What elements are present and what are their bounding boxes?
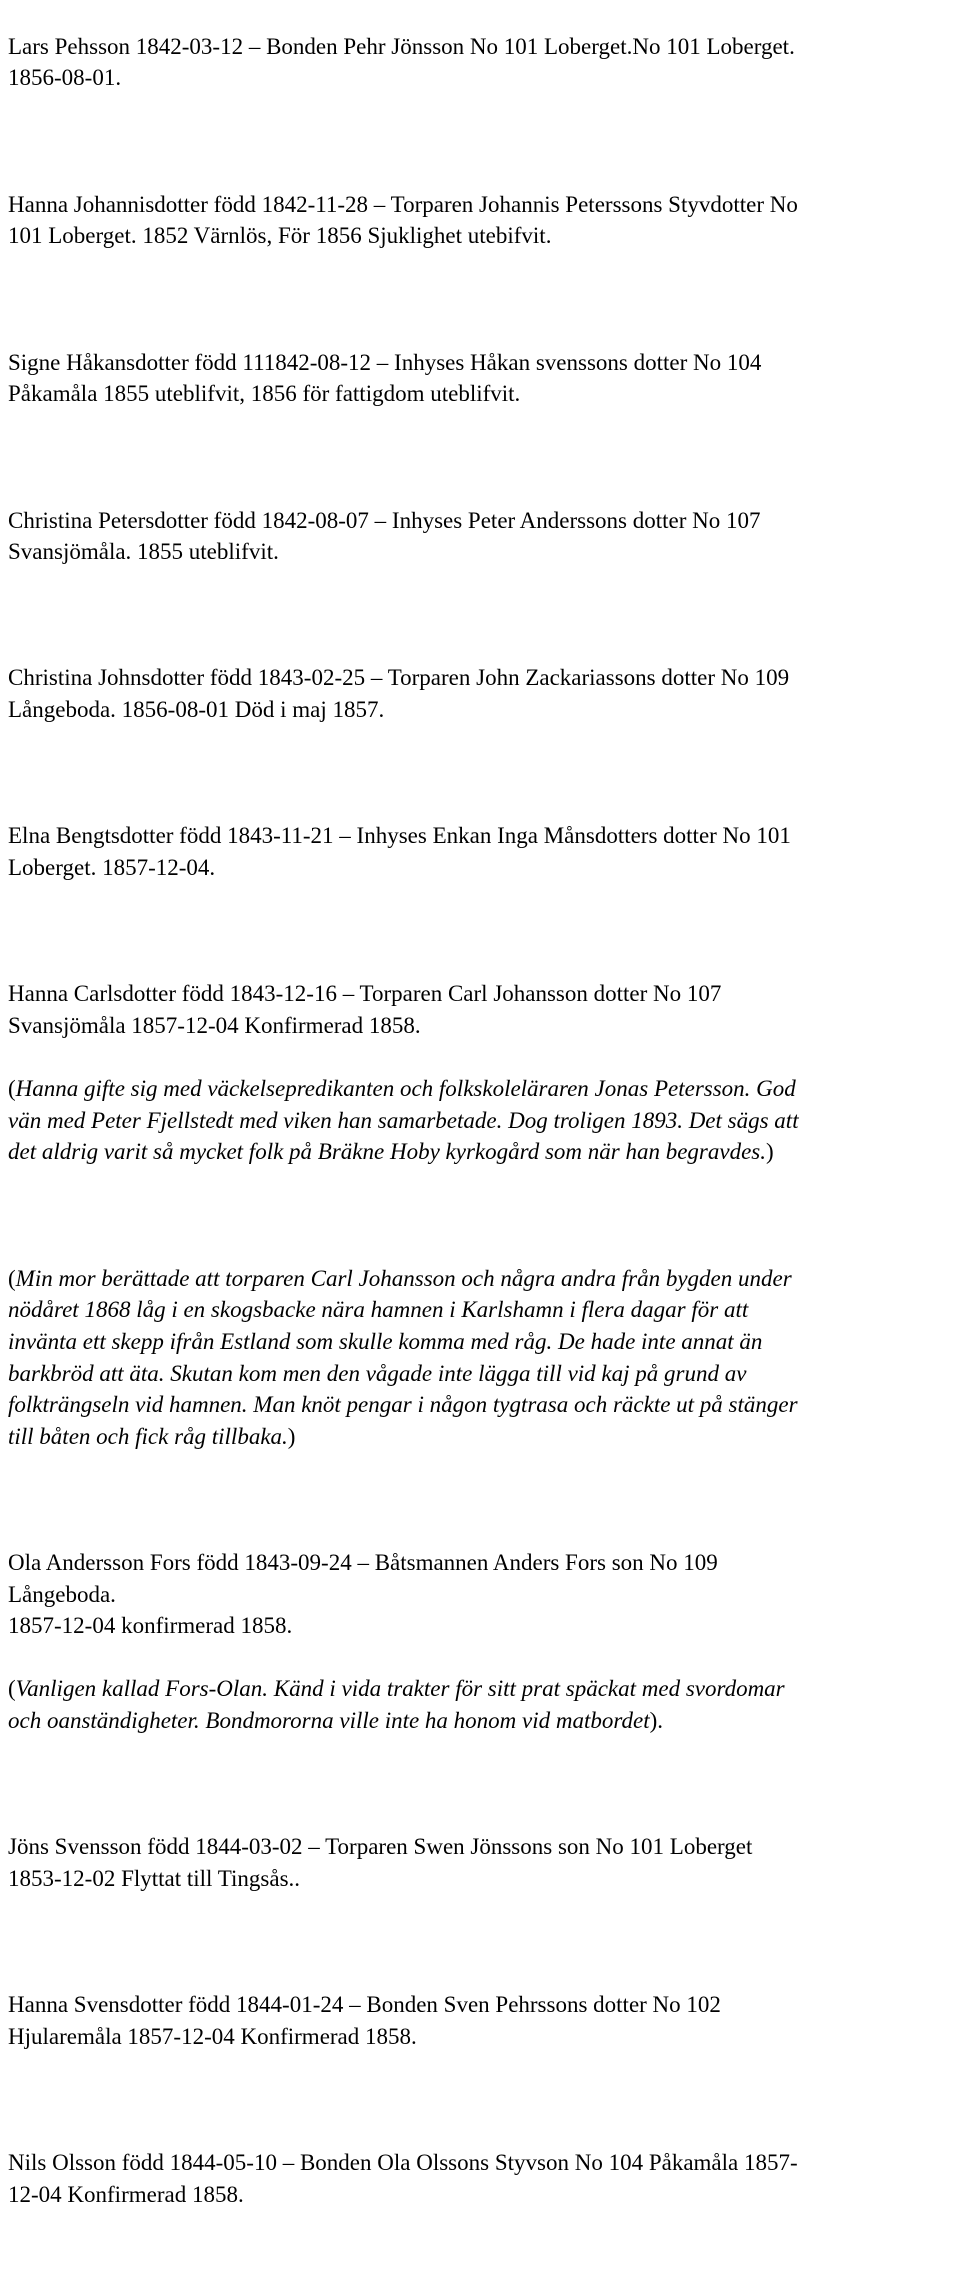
entry-text: Signe Håkansdotter född 111842-08-12 – Inhyses Håkan svenssons dotter No 104 Påkamåla 1855 uteblifvit, 1856 för fattigdom uteblifvit. [8,349,762,407]
entry-text: Ola Andersson Fors född 1843-09-24 – Båtsmannen Anders Fors son No 109 Långeboda. 1857-12-04 konfirmerad 1858. [8,1550,718,1639]
document-page [8,0,958,2274]
entry-text: Jöns Svensson född 1844-03-02 – Torparen Swen Jönssons son No 101 Loberget 1853-12-02 Flyttat till Tingsås.. [8,1834,753,1892]
entry-christina-petersdotter [8,473,958,599]
note-close-paren: ) [766,1139,774,1165]
entry-nils-olsson [8,2116,958,2242]
entry-text: Christina Johnsdotter född 1843-02-25 – Torparen John Zackariassons dotter No 109 Långeboda. 1856-08-01 Död i maj 1857. [8,665,790,723]
note-open-paren: ( [8,1265,16,1291]
entry-text: Hanna Svensdotter född 1844-01-24 – Bonden Sven Pehrssons dotter No 102 Hjularemåla 1857-12-04 Konfirmerad 1858. [8,1992,721,2049]
note-open-paren: ( [8,1676,16,1702]
note-close-paren: ). [649,1708,664,1734]
entry-text: Lars Pehsson 1842-03-12 – Bonden Pehr Jönsson No 101 Loberget.No 101 Loberget. 1856-08-01. [8,33,795,91]
note-text: Hanna gifte sig med väckelsepredikanten och folkskoleläraren Jonas Petersson. God vän med Peter Fjellstedt med viken han samarbetade. Dog troligen 1893. Det sägs att det aldrig varit så mycket folk på Bräkne Hoby kyrkogård som när han begravdes. [8,1076,799,1165]
entry-text: Hanna Johannisdotter född 1842-11-28 – Torparen Johannis Peterssons Styvdotter No 101 Loberget. 1852 Värnlös, För 1856 Sjuklighet utebifvit. [8,191,798,249]
entry-hanna-svensdotter [8,1958,958,2084]
entry-text: Elna Bengtsdotter född 1843-11-21 – Inhyses Enkan Inga Månsdotters dotter No 101 Loberget. 1857-12-04. [8,823,791,881]
entry-christina-johnsdotter [8,631,958,757]
entry-jons-svensson [8,1800,958,1926]
note-text: Vanligen kallad Fors-Olan. Känd i vida trakter för sitt prat späckat med svordomar och oanständigheter. Bondmororna ville inte ha honom vid matbordet [8,1676,785,1734]
entry-ola-andersson-fors [8,1516,958,1769]
entry-lars-pehsson [8,0,958,125]
entry-note [8,1073,958,1168]
entry-note [8,1263,958,1453]
entry-text: Christina Petersdotter född 1842-08-07 – Inhyses Peter Anderssons dotter No 107 Svansjömåla. 1855 uteblifvit. [8,507,761,565]
note-close-paren: ) [287,1423,296,1449]
entry-text: Hanna Carlsdotter född 1843-12-16 – Torparen Carl Johansson dotter No 107 Svansjömåla 1857-12-04 Konfirmerad 1858. [8,981,722,1038]
entry-text: Nils Olsson född 1844-05-10 – Bonden Ola Olssons Styvson No 104 Påkamåla 1857- 12-04 Konfirmerad 1858. [8,2150,798,2207]
entry-note [8,1673,958,1736]
note-open-paren: ( [8,1076,16,1102]
note-text: Min mor berättade att torparen Carl Johansson och några andra från bygden under nödåret 1868 låg i en skogsbacke nära hamnen i Karlshamn i flera dagar för att invänta ett skepp ifrån Estland som skulle komma med råg. De hade inte annat än barkbröd att äta. Skutan kom men den vågade inte lägga till vid kaj på grund av folkträngseln vid hamnen. Man knöt pengar i någon tygtrasa och räckte ut på stänger till båten och fick råg tillbaka. [8,1265,798,1449]
entry-mother-story-note [8,1231,958,1484]
entry-hanna-johannisdotter [8,157,958,283]
entry-elna-bengtsdotter [8,789,958,915]
entry-signe-hakansdotter [8,315,958,441]
entry-hanna-carlsdotter [8,947,958,1200]
